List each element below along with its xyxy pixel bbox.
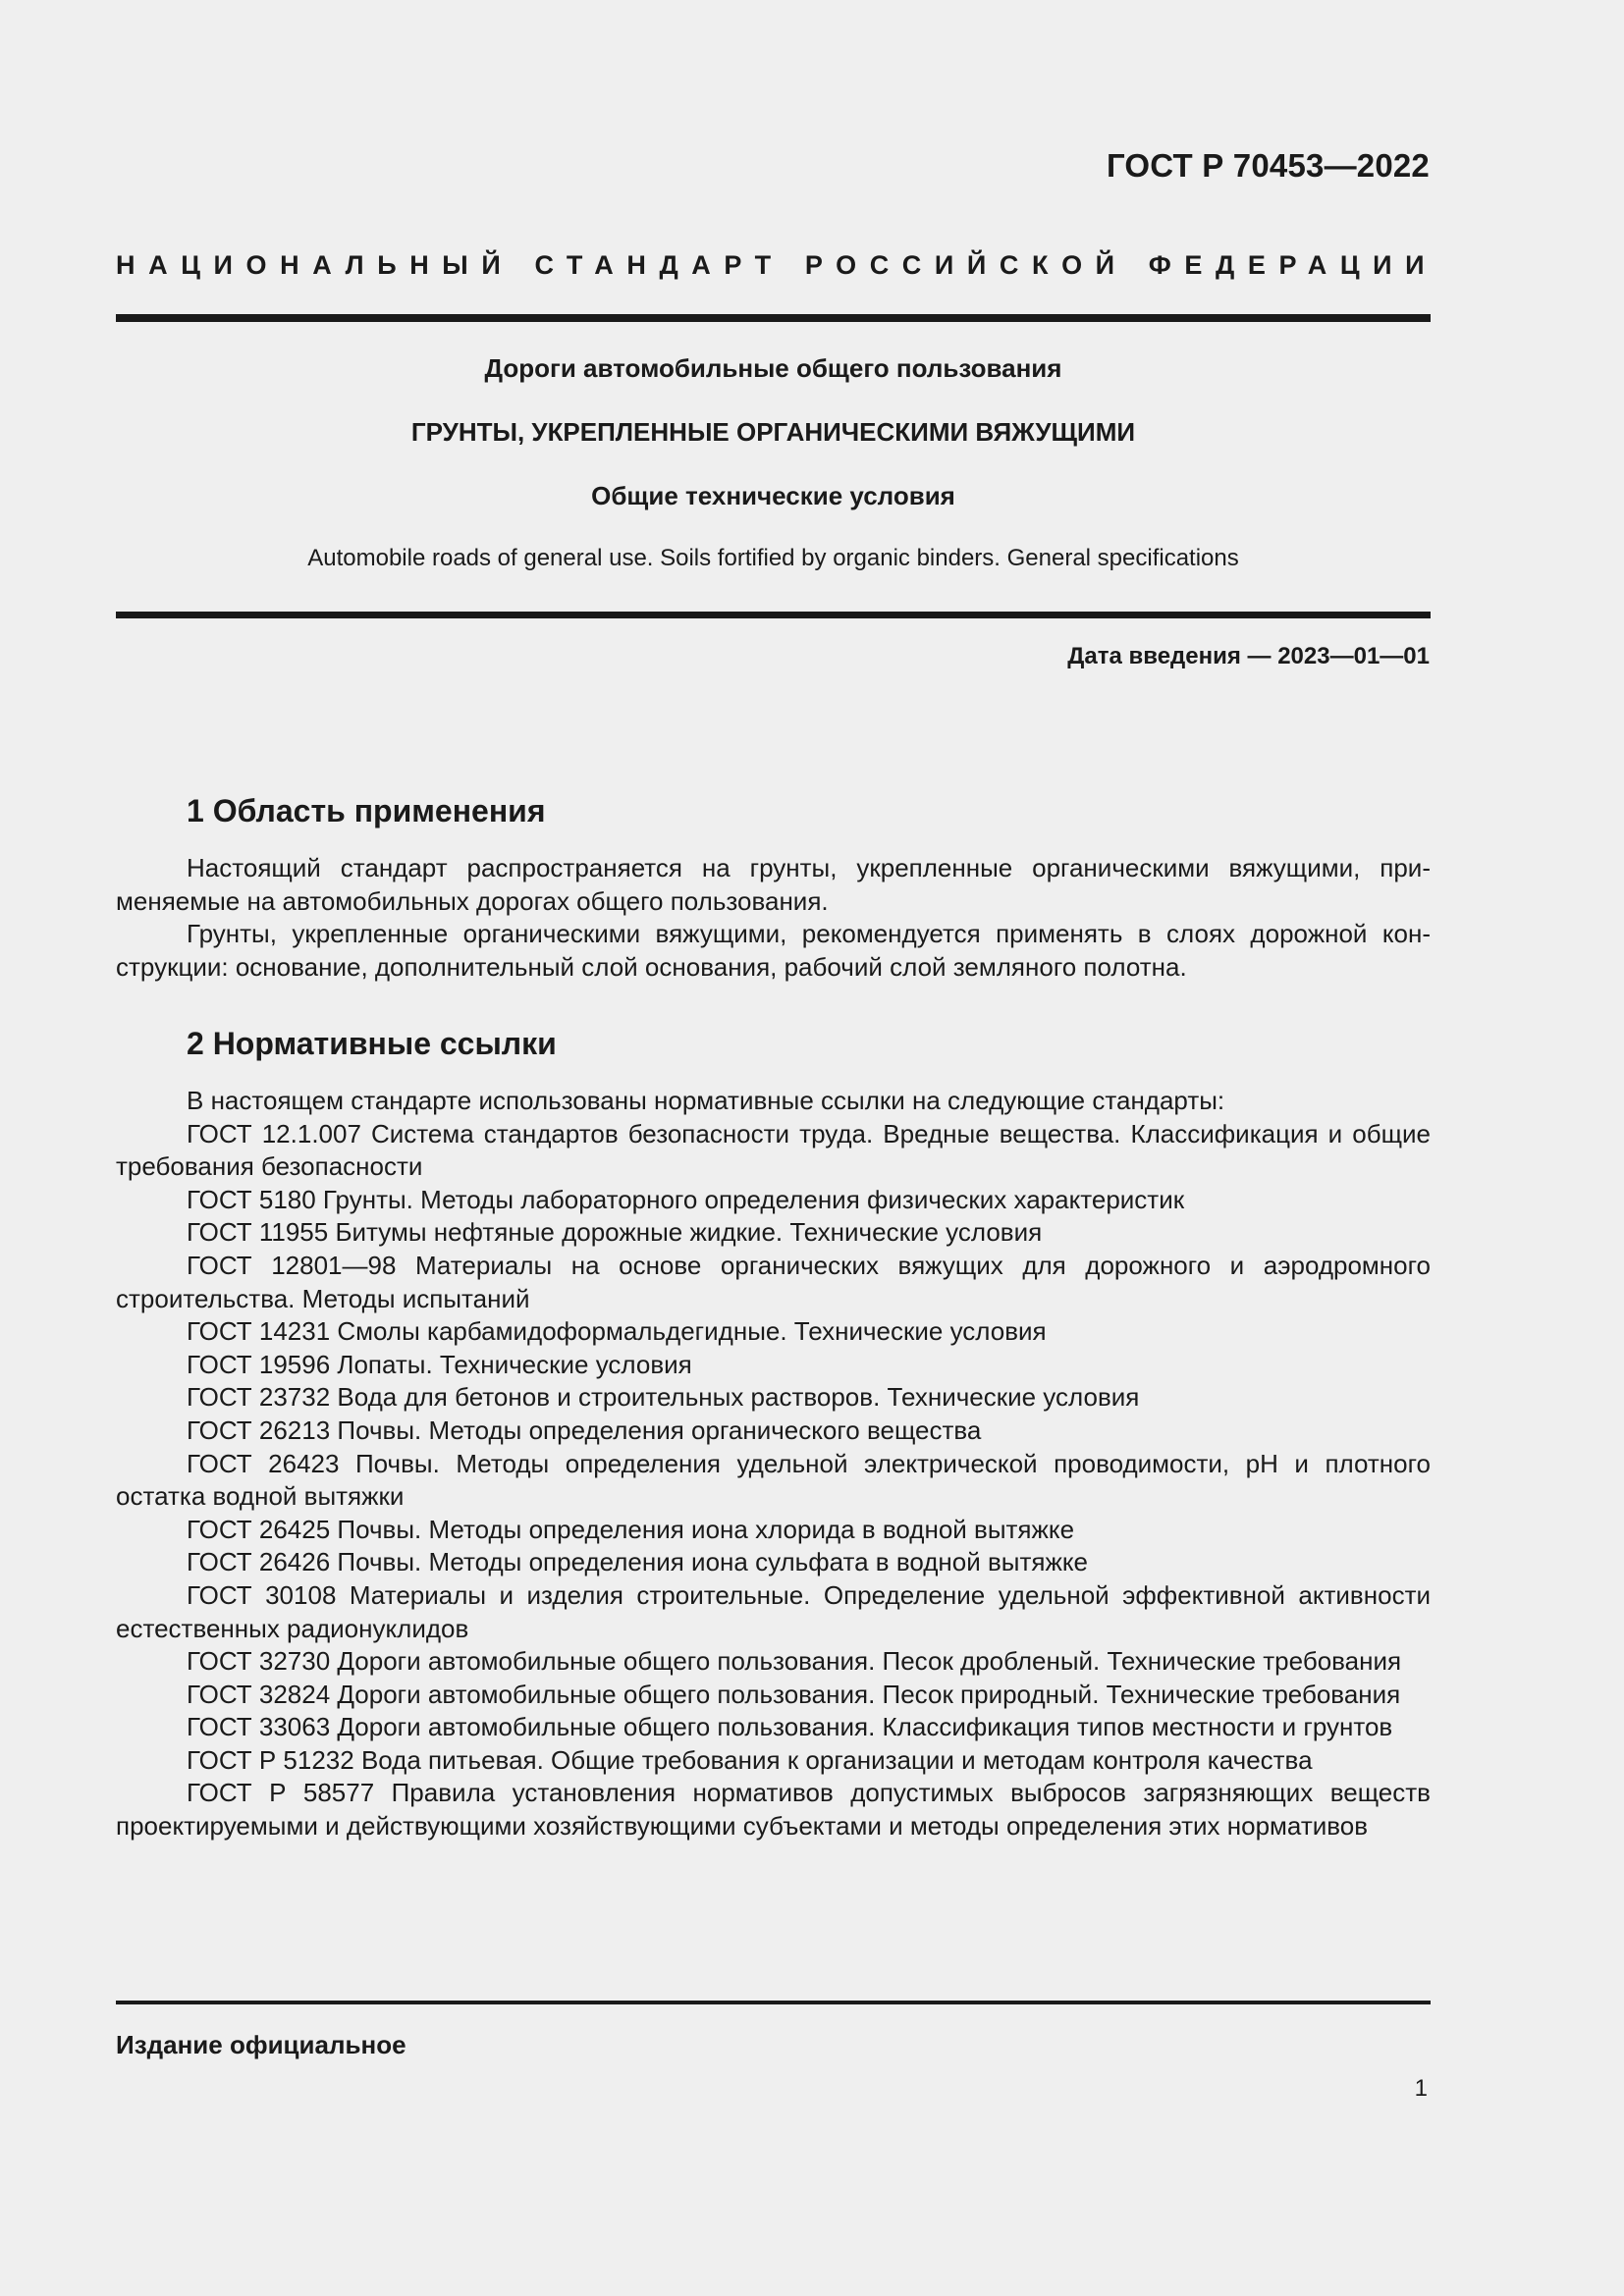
reference-item: ГОСТ 12.1.007 Система стандартов безопасности труда. Вредные вещества. Классификация и общие требования безопасности [116,1118,1431,1182]
title-main: ГРУНТЫ, УКРЕПЛЕННЫЕ ОРГАНИЧЕСКИМИ ВЯЖУЩИМИ [410,417,1136,447]
reference-intro: В настоящем стандарте использованы нормативные ссылки на следующие стандарты: [187,1086,1225,1115]
reference-item: ГОСТ Р 51232 Вода питьевая. Общие требования к организации и методам контроля качества [187,1744,1313,1775]
footer-rule [116,2001,1431,2004]
reference-item: ГОСТ 33063 Дороги автомобильные общего пользования. Классификация типов местности и грунтов [187,1712,1393,1742]
reference-item: ГОСТ 26425 Почвы. Методы определения иона хлорида в водной вытяжке [187,1514,1075,1544]
reference-item: ГОСТ 14231 Смолы карбамидоформальдегидные. Технические условия [187,1316,1047,1347]
title-bottom-rule [116,612,1431,618]
reference-item: ГОСТ 26426 Почвы. Методы определения иона сульфата в водной вытяжке [187,1547,1088,1577]
page-number: 1 [1414,2075,1428,2102]
section-1-heading: 1 Область применения [187,793,546,828]
reference-item: ГОСТ 30108 Материалы и изделия строительные. Определение удельной эффективной активности естественных радионуклидов [116,1579,1431,1643]
reference-item: ГОСТ 11955 Битумы нефтяные дорожные жидкие. Технические условия [187,1217,1043,1248]
section-1-body [116,852,1431,984]
reference-item: ГОСТ 5180 Грунты. Методы лабораторного определения физических характеристик [187,1184,1185,1214]
title-road-type: Дороги автомобильные общего пользования [484,353,1062,383]
reference-item: ГОСТ Р 58577 Правила установления нормативов допустимых выбросов загрязняющих веществ проектируемыми и действующими хозяйствующими субъектами и методы определения этих нормативов [116,1778,1431,1842]
section-2-heading: 2 Нормативные ссылки [187,1026,557,1061]
reference-list [116,1085,1431,1843]
title-subtitle: Общие технические условия [591,481,955,510]
reference-item: ГОСТ 23732 Вода для бетонов и строительных растворов. Технические условия [187,1382,1140,1413]
reference-item: ГОСТ 26213 Почвы. Методы определения органического вещества [187,1415,982,1445]
document-number: ГОСТ Р 70453—2022 [1106,147,1430,184]
reference-item: ГОСТ 26423 Почвы. Методы определения удельной электрической проводимости, pH и плотного остатка водной вытяжки [116,1448,1431,1512]
section-1-paragraph: Настоящий стандарт распространяется на грунты, укрепленные органическими вяжущими, применяемые на автомобильных дорогах общего пользования. [116,853,1431,916]
title-english: Automobile roads of general use. Soils fortified by organic binders. General specifications [307,545,1239,571]
reference-item: ГОСТ 32730 Дороги автомобильные общего пользования. Песок дробленый. Технические требования [187,1646,1402,1677]
national-standard-banner: НАЦИОНАЛЬНЫЙ СТАНДАРТ РОССИЙСКОЙ ФЕДЕРАЦИИ [116,250,1438,280]
official-edition-label: Издание официальное [116,2030,406,2059]
top-rule [116,314,1431,322]
introduction-date: Дата введения — 2023—01—01 [1067,643,1430,669]
section-1-paragraph: Грунты, укрепленные органическими вяжущими, рекомендуется применять в слоях дорожной конструкции: основание, дополнительный слой основания, рабочий слой земляного полотна. [116,919,1431,982]
reference-item: ГОСТ 32824 Дороги автомобильные общего пользования. Песок природный. Технические требования [187,1679,1401,1709]
reference-item: ГОСТ 12801—98 Материалы на основе органических вяжущих для дорожного и аэродромного строительства. Методы испытаний [116,1250,1431,1313]
reference-item: ГОСТ 19596 Лопаты. Технические условия [187,1349,692,1379]
